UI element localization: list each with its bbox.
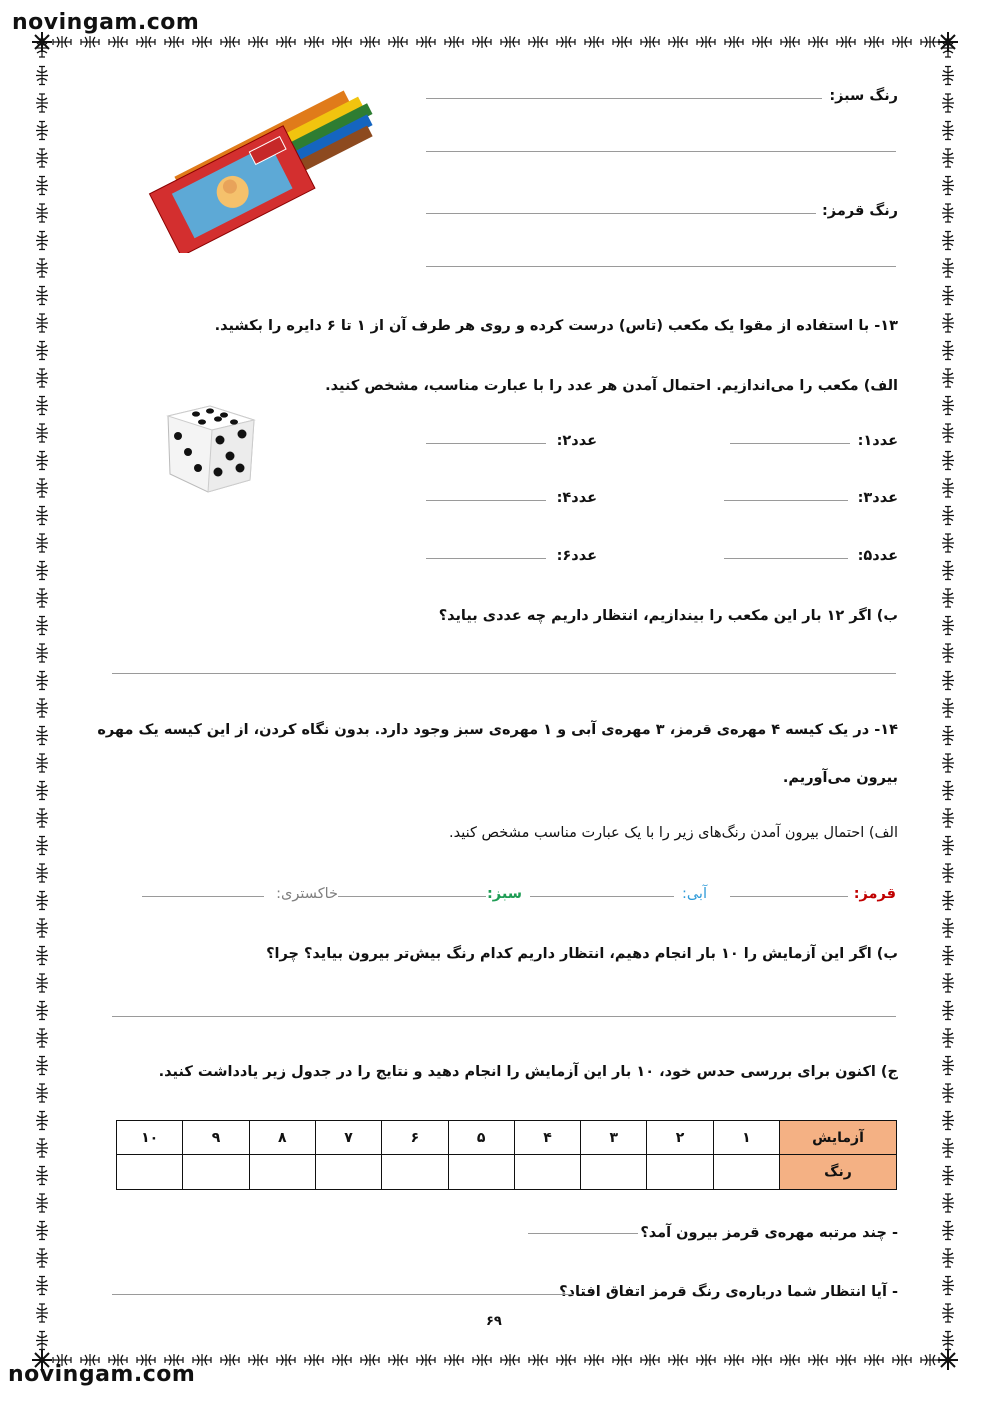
red-color-label: رنگ قرمز: bbox=[822, 203, 898, 219]
color-cell[interactable] bbox=[315, 1155, 381, 1190]
color-cell[interactable] bbox=[183, 1155, 249, 1190]
color-cell[interactable] bbox=[514, 1155, 580, 1190]
green-color-label: رنگ سبز: bbox=[829, 88, 898, 104]
watermark-top: novingam.com bbox=[12, 10, 200, 35]
color-cell[interactable] bbox=[713, 1155, 779, 1190]
page-number: ۶۹ bbox=[486, 1314, 502, 1329]
trial-10: ۱۰ bbox=[117, 1121, 183, 1155]
number-4-label: عدد۴: bbox=[556, 490, 597, 506]
q14-part-b-answer-line[interactable] bbox=[112, 1016, 896, 1017]
trial-5: ۵ bbox=[448, 1121, 514, 1155]
color-cell[interactable] bbox=[117, 1155, 183, 1190]
number-1-line[interactable] bbox=[730, 443, 850, 444]
number-6-label: عدد۶: bbox=[556, 548, 597, 564]
trial-4: ۴ bbox=[514, 1121, 580, 1155]
q13-title: ۱۳- با استفاده از مقوا یک مکعب (تاس) درست کرده و روی هر طرف آن از ۱ تا ۶ دایره را بکشید. bbox=[214, 318, 898, 334]
number-1-label: عدد۱: bbox=[857, 433, 898, 449]
blue-probability-line[interactable] bbox=[530, 896, 674, 897]
trial-9: ۹ bbox=[183, 1121, 249, 1155]
number-3-label: عدد۳: bbox=[857, 490, 898, 506]
red-probability-label: قرمز: bbox=[853, 886, 896, 902]
green-probability-line[interactable] bbox=[338, 896, 486, 897]
table-header-trial: آزمایش bbox=[780, 1121, 897, 1155]
green-answer-line-2[interactable] bbox=[426, 151, 896, 152]
trial-8: ۸ bbox=[249, 1121, 315, 1155]
q14-text-line1: ۱۴- در یک کیسه ۴ مهره‌ی قرمز، ۳ مهره‌ی آبی و ۱ مهره‌ی سبز وجود دارد. بدون نگاه کردن، از این کیسه یک مهره bbox=[97, 722, 898, 738]
color-cell[interactable] bbox=[448, 1155, 514, 1190]
experiment-table bbox=[116, 1120, 897, 1190]
q14-text-line2: بیرون می‌آوریم. bbox=[782, 770, 898, 786]
q14-follow-up-2: - آیا انتظار شما درباره‌ی رنگ قرمز اتفاق افتاد؟ bbox=[559, 1284, 898, 1300]
trial-3: ۳ bbox=[581, 1121, 647, 1155]
table-header-color: رنگ bbox=[780, 1155, 897, 1190]
number-5-label: عدد۵: bbox=[857, 548, 898, 564]
gray-probability-line[interactable] bbox=[142, 896, 264, 897]
red-answer-line-2[interactable] bbox=[426, 266, 896, 267]
follow-up-2-line[interactable] bbox=[112, 1294, 574, 1295]
number-4-line[interactable] bbox=[426, 500, 546, 501]
q14-part-b: ب) اگر این آزمایش را ۱۰ بار انجام دهیم، انتظار داریم کدام رنگ بیش‌تر بیرون بیاید؟ چرا؟ bbox=[266, 946, 898, 962]
number-2-label: عدد۲: bbox=[556, 433, 597, 449]
color-cell[interactable] bbox=[647, 1155, 713, 1190]
color-cell[interactable] bbox=[382, 1155, 448, 1190]
green-probability-label: سبز: bbox=[487, 886, 522, 902]
colored-pencils-box-image bbox=[140, 78, 385, 253]
blue-probability-label: آبی: bbox=[681, 886, 707, 902]
q14-part-c: ج) اکنون برای بررسی حدس خود، ۱۰ بار این آزمایش را انجام دهید و نتایج را در جدول زیر یادداشت کنید. bbox=[158, 1064, 898, 1080]
q13-part-a: الف) مکعب را می‌اندازیم. احتمال آمدن هر عدد را با عبارت مناسب، مشخص کنید. bbox=[325, 378, 898, 394]
number-6-line[interactable] bbox=[426, 558, 546, 559]
follow-up-1-line[interactable] bbox=[528, 1233, 638, 1234]
color-cell[interactable] bbox=[249, 1155, 315, 1190]
q14-follow-up-1: - چند مرتبه مهره‌ی قرمز بیرون آمد؟ bbox=[640, 1225, 898, 1241]
q13-part-b-answer-line[interactable] bbox=[112, 673, 896, 674]
number-5-line[interactable] bbox=[724, 558, 848, 559]
trial-7: ۷ bbox=[315, 1121, 381, 1155]
green-answer-line[interactable] bbox=[426, 98, 822, 99]
dice-image bbox=[162, 402, 262, 494]
number-2-line[interactable] bbox=[426, 443, 546, 444]
trial-2: ۲ bbox=[647, 1121, 713, 1155]
red-probability-line[interactable] bbox=[730, 896, 848, 897]
q13-part-b: ب) اگر ۱۲ بار این مکعب را بیندازیم، انتظار داریم چه عددی بیاید؟ bbox=[438, 608, 898, 624]
trial-1: ۱ bbox=[713, 1121, 779, 1155]
watermark-bottom: novingam.com bbox=[8, 1362, 196, 1387]
number-3-line[interactable] bbox=[724, 500, 848, 501]
trial-6: ۶ bbox=[382, 1121, 448, 1155]
gray-probability-label: خاکستری: bbox=[276, 886, 338, 902]
q14-part-a: الف) احتمال بیرون آمدن رنگ‌های زیر را با یک عبارت مناسب مشخص کنید. bbox=[449, 825, 898, 841]
color-cell[interactable] bbox=[581, 1155, 647, 1190]
red-answer-line[interactable] bbox=[426, 213, 816, 214]
